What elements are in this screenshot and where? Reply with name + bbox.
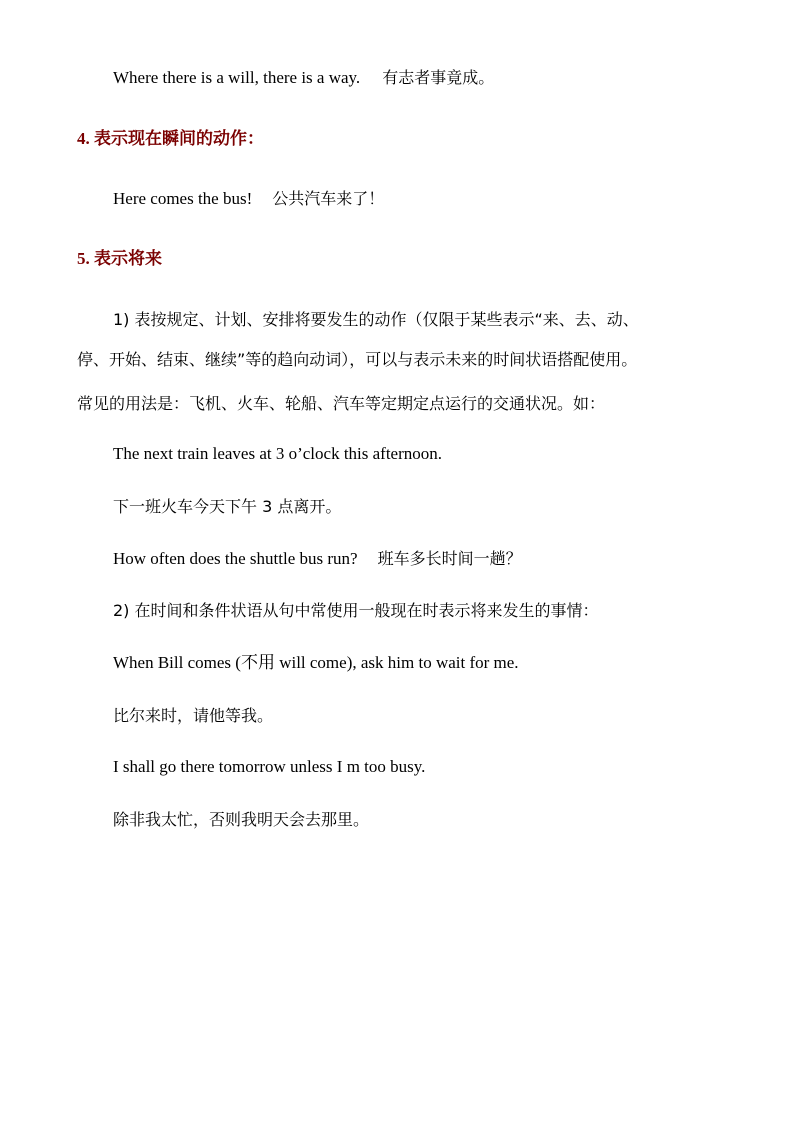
shuttle-example-english: How often does the shuttle bus run? <box>113 549 358 568</box>
proverb-line <box>113 67 494 89</box>
section-heading-4: 4. 表示现在瞬间的动作： <box>77 129 264 148</box>
bill-example-chinese: 比尔来时，请他等我。 <box>113 706 274 725</box>
bus-example-chinese: 公共汽车来了！ <box>272 189 385 208</box>
shuttle-example-chinese: 班车多长时间一趟？ <box>377 549 522 568</box>
proverb-chinese: 有志者事竟成。 <box>382 68 495 87</box>
train-example-english: The next train leaves at 3 o’clock this afternoon. <box>113 444 443 463</box>
busy-example-english: I shall go there tomorrow unless I m too busy. <box>113 757 426 776</box>
bus-example-english: Here comes the bus! <box>113 189 253 208</box>
paragraph-1-line-2: 停、开始、结束、继续”等的趋向动词），可以与表示未来的时间状语搭配使用。 <box>77 350 638 369</box>
bus-example-line <box>113 188 384 210</box>
bill-example-english: When Bill comes (不用 will come), ask him to wait for me. <box>113 653 519 672</box>
proverb-english: Where there is a will, there is a way. <box>113 68 361 87</box>
paragraph-2: 2) 在时间和条件状语从句中常使用一般现在时表示将来发生的事情： <box>113 601 599 620</box>
paragraph-1-line-3: 常见的用法是：飞机、火车、轮船、汽车等定期定点运行的交通状况。如： <box>77 394 606 413</box>
shuttle-example-line <box>113 548 522 570</box>
paragraph-1-line-1: 1) 表按规定、计划、安排将要发生的动作（仅限于某些表示“来、去、动、 <box>113 310 639 329</box>
train-example-chinese: 下一班火车今天下午 3 点离开。 <box>113 497 342 516</box>
section-heading-5: 5. 表示将来 <box>77 249 162 268</box>
busy-example-chinese: 除非我太忙，否则我明天会去那里。 <box>113 810 370 829</box>
